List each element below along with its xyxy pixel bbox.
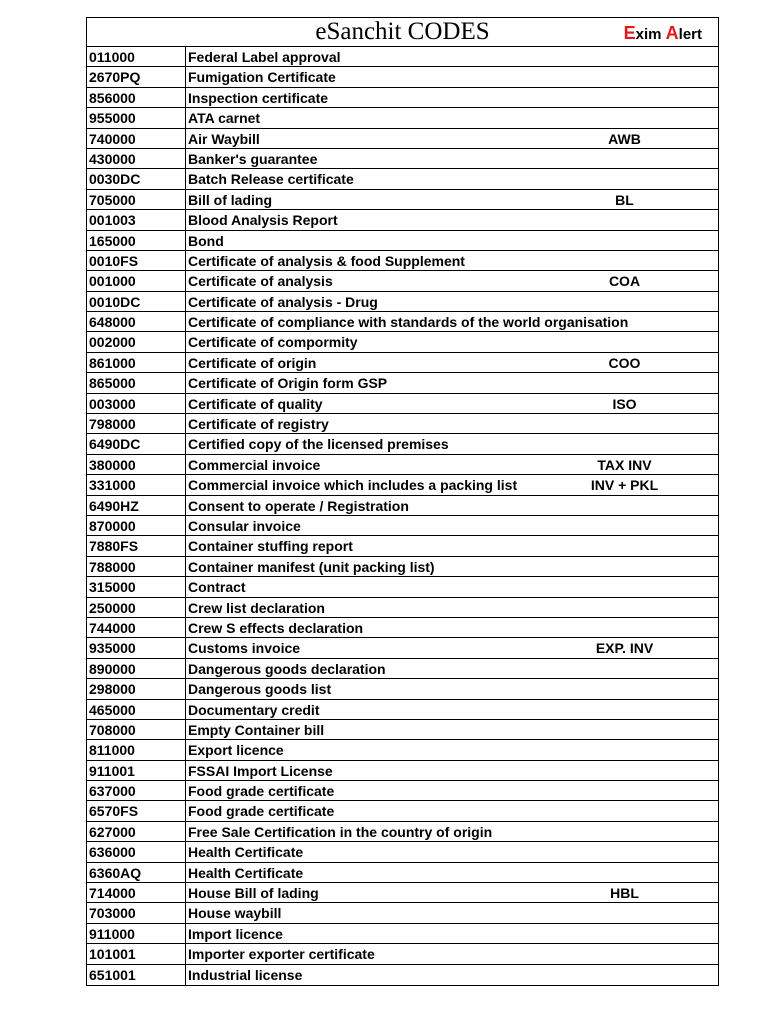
code-cell: 7880FS [89, 538, 139, 555]
description-cell: Documentary credit [188, 701, 320, 718]
table-row [87, 394, 718, 414]
code-cell: 865000 [89, 375, 136, 392]
description-cell: Commercial invoice which includes a packing list [188, 477, 518, 494]
code-cell: 0010DC [89, 293, 141, 310]
column-divider [185, 149, 186, 168]
brand-letter-e: E [623, 23, 636, 43]
description-cell: Certificate of compormity [188, 334, 358, 351]
abbreviation-cell: EXP. INV [595, 640, 654, 657]
column-divider [185, 67, 186, 86]
description-cell: ATA carnet [188, 110, 261, 127]
table-header [87, 18, 718, 47]
table-row [87, 598, 718, 618]
code-cell: 935000 [89, 640, 136, 657]
description-cell: Federal Label approval [188, 49, 341, 65]
column-divider [185, 292, 186, 311]
description-cell: Import licence [188, 925, 283, 942]
code-cell: 911000 [89, 925, 135, 942]
table-row [87, 842, 718, 862]
column-divider [185, 231, 186, 250]
description-cell: Container stuffing report [188, 538, 353, 555]
table-row [87, 822, 718, 842]
brand-text-lert: lert [678, 26, 702, 43]
abbreviation-cell: AWB [608, 130, 641, 147]
column-divider [185, 496, 186, 515]
table-row [87, 332, 718, 352]
code-cell: 648000 [89, 314, 136, 331]
code-cell: 911001 [89, 762, 135, 779]
abbreviation-cell: ISO [612, 395, 637, 412]
description-cell: Certified copy of the licensed premises [188, 436, 449, 453]
description-cell: Empty Container bill [188, 721, 325, 738]
description-cell: Fumigation Certificate [188, 69, 336, 86]
code-cell: 708000 [89, 721, 136, 738]
code-cell: 714000 [89, 885, 136, 902]
description-cell: House waybill [188, 905, 282, 922]
description-cell: Consular invoice [188, 517, 301, 534]
code-cell: 811000 [89, 742, 135, 759]
column-divider [185, 700, 186, 719]
table-row [87, 108, 718, 128]
column-divider [185, 618, 186, 637]
table-row [87, 516, 718, 536]
abbreviation-cell: COO [608, 354, 641, 371]
column-divider [185, 414, 186, 433]
table-row [87, 557, 718, 577]
code-cell: 890000 [89, 660, 136, 677]
table-row [87, 781, 718, 801]
column-divider [185, 801, 186, 820]
column-divider [185, 47, 186, 66]
brand-logo [624, 21, 702, 47]
column-divider [185, 842, 186, 861]
code-cell: 870000 [89, 517, 136, 534]
column-divider [185, 720, 186, 739]
codes-table [86, 17, 719, 986]
code-cell: 101001 [89, 946, 136, 963]
code-cell: 744000 [89, 619, 136, 636]
description-cell: Dangerous goods list [188, 681, 332, 698]
column-divider [185, 577, 186, 596]
code-cell: 6490HZ [89, 497, 139, 514]
code-cell: 0010FS [89, 252, 139, 269]
table-row [87, 414, 718, 434]
description-cell: Inspection certificate [188, 89, 329, 106]
table-row [87, 761, 718, 781]
description-cell: Importer exporter certificate [188, 946, 375, 963]
table-row [87, 700, 718, 720]
description-cell: Air Waybill [188, 130, 260, 147]
table-row [87, 720, 718, 740]
column-divider [185, 353, 186, 372]
description-cell: Batch Release certificate [188, 171, 354, 188]
description-cell: Certificate of analysis & food Supplement [188, 252, 465, 269]
description-cell: Health Certificate [188, 864, 304, 881]
table-row [87, 455, 718, 475]
column-divider [185, 190, 186, 209]
description-cell: Certificate of analysis [188, 273, 333, 290]
table-row [87, 312, 718, 332]
description-cell: Crew list declaration [188, 599, 325, 616]
column-divider [185, 638, 186, 657]
code-cell: 250000 [89, 599, 136, 616]
column-divider [185, 394, 186, 413]
column-divider [185, 557, 186, 576]
table-row [87, 210, 718, 230]
code-cell: 165000 [89, 232, 136, 249]
brand-letter-a: A [665, 23, 679, 43]
column-divider [185, 129, 186, 148]
code-cell: 955000 [89, 110, 136, 127]
table-row [87, 88, 718, 108]
table-row [87, 801, 718, 821]
table-row [87, 373, 718, 393]
description-cell: Export licence [188, 742, 284, 759]
code-cell: 315000 [89, 579, 136, 596]
column-divider [185, 169, 186, 188]
code-cell: 380000 [89, 456, 136, 473]
column-divider [185, 924, 186, 943]
table-row [87, 434, 718, 454]
table-body [87, 47, 718, 985]
code-cell: 002000 [89, 334, 136, 351]
abbreviation-cell: INV + PKL [590, 477, 659, 494]
description-cell: House Bill of lading [188, 885, 319, 902]
code-cell: 003000 [89, 395, 136, 412]
table-row [87, 863, 718, 883]
code-cell: 430000 [89, 150, 136, 167]
code-cell: 861000 [89, 354, 136, 371]
column-divider [185, 883, 186, 902]
description-cell: Bill of lading [188, 191, 272, 208]
table-row [87, 638, 718, 658]
description-cell: Free Sale Certification in the country of origin [188, 823, 493, 840]
column-divider [185, 822, 186, 841]
column-divider [185, 516, 186, 535]
description-cell: Contract [188, 579, 246, 596]
description-cell: Dangerous goods declaration [188, 660, 386, 677]
table-row [87, 536, 718, 556]
column-divider [185, 332, 186, 351]
table-row [87, 944, 718, 964]
table-row [87, 577, 718, 597]
table-row [87, 618, 718, 638]
code-cell: 705000 [89, 191, 136, 208]
description-cell: Commercial invoice [188, 456, 321, 473]
description-cell: Customs invoice [188, 640, 301, 657]
column-divider [185, 965, 186, 985]
column-divider [185, 108, 186, 127]
description-cell: Industrial license [188, 966, 303, 983]
column-divider [185, 536, 186, 555]
code-cell: 788000 [89, 558, 136, 575]
table-row [87, 190, 718, 210]
code-cell: 011000 [89, 49, 135, 65]
brand-text-xim: xim [635, 26, 666, 43]
code-cell: 6490DC [89, 436, 141, 453]
column-divider [185, 210, 186, 229]
code-cell: 298000 [89, 681, 136, 698]
table-row [87, 129, 718, 149]
column-divider [185, 271, 186, 290]
abbreviation-cell: COA [608, 273, 641, 290]
column-divider [185, 312, 186, 331]
column-divider [185, 455, 186, 474]
description-cell: Blood Analysis Report [188, 212, 338, 229]
code-cell: 0030DC [89, 171, 141, 188]
column-divider [185, 863, 186, 882]
description-cell: Consent to operate / Registration [188, 497, 409, 514]
description-cell: Food grade certificate [188, 783, 335, 800]
column-divider [185, 88, 186, 107]
table-row [87, 47, 718, 67]
code-cell: 798000 [89, 416, 136, 433]
abbreviation-cell: TAX INV [597, 456, 652, 473]
description-cell: Banker's guarantee [188, 150, 318, 167]
table-row [87, 679, 718, 699]
column-divider [185, 598, 186, 617]
description-cell: Bond [188, 232, 224, 249]
code-cell: 703000 [89, 905, 136, 922]
code-cell: 637000 [89, 783, 136, 800]
code-cell: 465000 [89, 701, 136, 718]
table-row [87, 169, 718, 189]
column-divider [185, 679, 186, 698]
code-cell: 651001 [89, 966, 136, 983]
code-cell: 001000 [89, 273, 136, 290]
table-row [87, 883, 718, 903]
description-cell: Certificate of quality [188, 395, 323, 412]
description-cell: Certificate of origin [188, 354, 317, 371]
table-row [87, 149, 718, 169]
code-cell: 6570FS [89, 803, 139, 820]
description-cell: Food grade certificate [188, 803, 335, 820]
page-title: eSanchit CODES [315, 18, 490, 45]
table-row [87, 965, 718, 985]
column-divider [185, 944, 186, 963]
abbreviation-cell: HBL [610, 885, 639, 902]
table-row [87, 353, 718, 373]
column-divider [185, 781, 186, 800]
code-cell: 001003 [89, 212, 136, 229]
code-cell: 627000 [89, 823, 136, 840]
code-cell: 331000 [89, 477, 136, 494]
column-divider [185, 251, 186, 270]
table-row [87, 659, 718, 679]
description-cell: Certificate of Origin form GSP [188, 375, 388, 392]
description-cell: Health Certificate [188, 844, 304, 861]
code-cell: 636000 [89, 844, 136, 861]
table-row [87, 924, 718, 944]
table-row [87, 251, 718, 271]
table-row [87, 740, 718, 760]
column-divider [185, 761, 186, 780]
table-row [87, 67, 718, 87]
table-row [87, 292, 718, 312]
description-cell: Container manifest (unit packing list) [188, 558, 435, 575]
abbreviation-cell: BL [615, 191, 634, 208]
code-cell: 6360AQ [89, 864, 142, 881]
table-row [87, 496, 718, 516]
table-row [87, 903, 718, 923]
code-cell: 740000 [89, 130, 136, 147]
description-cell: Crew S effects declaration [188, 619, 364, 636]
description-cell: Certificate of registry [188, 416, 329, 433]
description-cell: FSSAI Import License [188, 762, 333, 779]
description-cell: Certificate of analysis - Drug [188, 293, 378, 310]
table-row [87, 271, 718, 291]
column-divider [185, 373, 186, 392]
column-divider [185, 659, 186, 678]
table-row [87, 231, 718, 251]
table-row [87, 475, 718, 495]
column-divider [185, 740, 186, 759]
column-divider [185, 903, 186, 922]
description-cell: Certificate of compliance with standards of the world organisation [188, 314, 629, 331]
code-cell: 2670PQ [89, 69, 141, 86]
column-divider [185, 434, 186, 453]
code-cell: 856000 [89, 89, 136, 106]
column-divider [185, 475, 186, 494]
